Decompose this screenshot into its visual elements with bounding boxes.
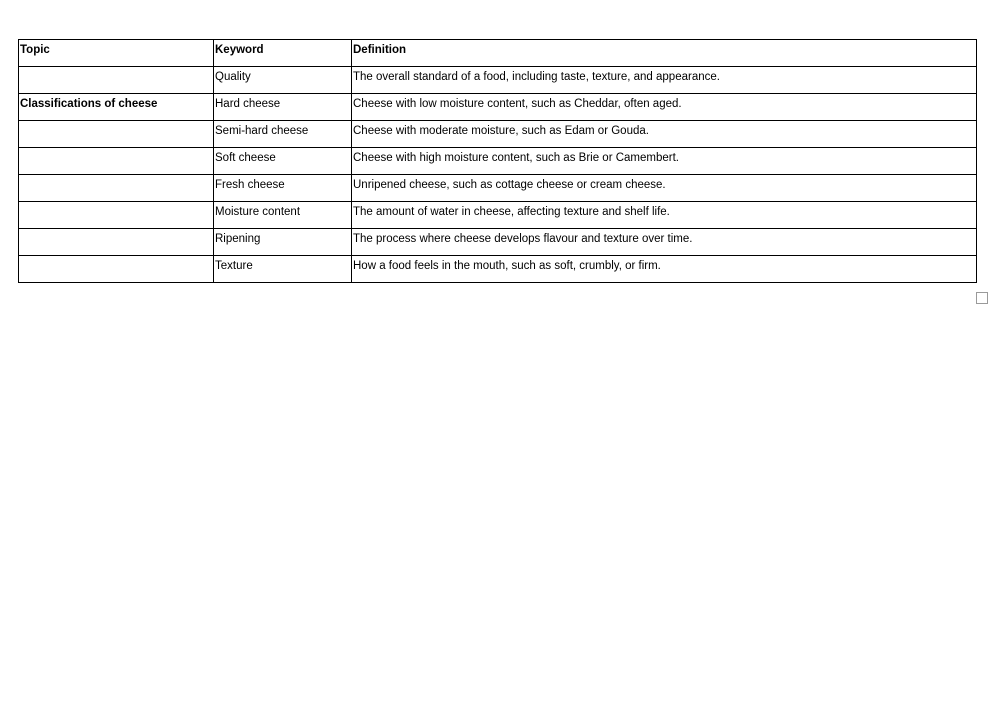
table-row xyxy=(19,175,977,202)
topic-cell[interactable] xyxy=(19,121,214,148)
definition-cell[interactable]: How a food feels in the mouth, such as soft, crumbly, or firm. xyxy=(352,256,977,283)
keyword-cell[interactable]: Moisture content xyxy=(214,202,352,229)
definition-cell[interactable]: Cheese with high moisture content, such as Brie or Camembert. xyxy=(352,148,977,175)
topic-cell[interactable]: Classifications of cheese xyxy=(19,94,214,121)
table-resize-handle[interactable] xyxy=(976,292,988,304)
table-row xyxy=(19,256,977,283)
definition-cell[interactable]: The process where cheese develops flavour and texture over time. xyxy=(352,229,977,256)
topic-cell[interactable] xyxy=(19,175,214,202)
table-row xyxy=(19,229,977,256)
definition-cell[interactable]: The amount of water in cheese, affecting texture and shelf life. xyxy=(352,202,977,229)
definition-cell[interactable]: Unripened cheese, such as cottage cheese or cream cheese. xyxy=(352,175,977,202)
topic-cell[interactable] xyxy=(19,202,214,229)
table-row xyxy=(19,202,977,229)
table-header-row xyxy=(19,40,977,67)
keyword-cell[interactable]: Soft cheese xyxy=(214,148,352,175)
topic-cell[interactable] xyxy=(19,229,214,256)
header-definition[interactable]: Definition xyxy=(352,40,977,67)
topic-cell[interactable] xyxy=(19,256,214,283)
table-row xyxy=(19,121,977,148)
keyword-cell[interactable]: Ripening xyxy=(214,229,352,256)
keyword-table xyxy=(18,39,977,283)
table-row xyxy=(19,148,977,175)
definition-cell[interactable]: Cheese with low moisture content, such as Cheddar, often aged. xyxy=(352,94,977,121)
header-topic[interactable]: Topic xyxy=(19,40,214,67)
keyword-cell[interactable]: Fresh cheese xyxy=(214,175,352,202)
definition-cell[interactable]: Cheese with moderate moisture, such as Edam or Gouda. xyxy=(352,121,977,148)
keyword-cell[interactable]: Quality xyxy=(214,67,352,94)
keyword-cell[interactable]: Texture xyxy=(214,256,352,283)
definition-cell[interactable]: The overall standard of a food, including taste, texture, and appearance. xyxy=(352,67,977,94)
keyword-cell[interactable]: Hard cheese xyxy=(214,94,352,121)
table-row xyxy=(19,94,977,121)
topic-cell[interactable] xyxy=(19,148,214,175)
table-row xyxy=(19,67,977,94)
header-keyword[interactable]: Keyword xyxy=(214,40,352,67)
keyword-cell[interactable]: Semi-hard cheese xyxy=(214,121,352,148)
topic-cell[interactable] xyxy=(19,67,214,94)
